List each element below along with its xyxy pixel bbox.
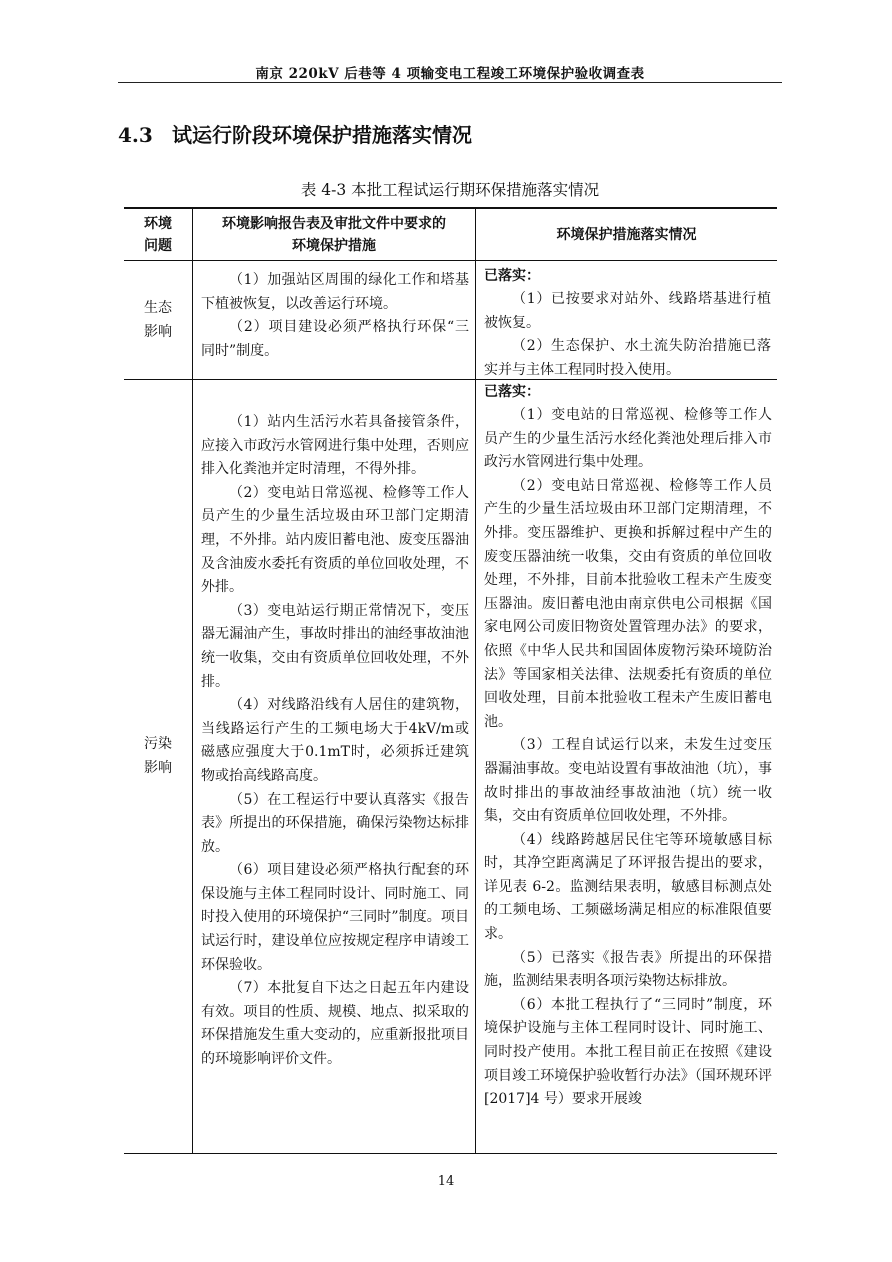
issue-line2: 影响	[144, 324, 172, 340]
implementation-item: （1）变电站的日常巡视、检修等工作人员产生的少量生活污水经化粪池处理后排入市政污水管网进行集中处理。	[484, 407, 772, 471]
requirement-item: （4）对线路沿线有人居住的建筑物，当线路运行产生的工频电场大于4kV/m或磁感应强度大于0.1mT时，必须拆迁建筑物或抬高线路高度。	[201, 697, 469, 784]
requirement-item: （6）项目建设必须严格执行配套的环保设施与主体工程同时设计、同时施工、同时投入使用的环境保护“三同时”制度。项目试运行时，建设单位应按规定程序申请竣工环保验收。	[201, 862, 469, 973]
section-title	[118, 119, 472, 148]
status-label: 已落实：	[484, 268, 540, 284]
header-requirements-line2: 环境保护措施	[292, 237, 376, 254]
table-caption: 表 4-3 本批工程试运行期环保措施落实情况	[300, 181, 600, 199]
header-issue-line2: 问题	[144, 237, 172, 254]
implementation-item: （2）生态保护、水土流失防治措施已落实并与主体工程同时投入使用。	[484, 338, 771, 378]
header-issue-line1: 环境	[144, 215, 172, 232]
header-rule	[118, 82, 782, 83]
requirement-item: （1）加强站区周围的绿化工作和塔基下植被恢复，以改善运行环境。	[201, 272, 469, 312]
implementation-item: （1）已按要求对站外、线路塔基进行植被恢复。	[484, 291, 771, 331]
implementation-item: （3）工程自试运行以来，未发生过变压器漏油事故。变电站设置有事故油池（坑），事故时排出的事故油经事故油池（坑）统一收集，交由有资质单位回收处理，不外排。	[484, 737, 772, 825]
implementation-cell	[476, 261, 777, 379]
requirement-item: （2）变电站日常巡视、检修等工作人员产生的少量生活垃圾由环卫部门定期清理，不外排。站内废旧蓄电池、废变压器油及含油废水委托有资质的单位回收处理，不外排。	[201, 484, 469, 596]
issue-cell	[124, 261, 193, 379]
measures-table	[124, 207, 777, 1154]
table-header-row	[124, 209, 777, 261]
section-number: 4.3	[118, 123, 153, 147]
header-requirements-line1: 环境影响报告表及审批文件中要求的	[222, 215, 446, 232]
requirement-item: （2）项目建设必须严格执行环保“三同时”制度。	[201, 319, 469, 359]
implementation-item: （4）线路跨越居民住宅等环境敏感目标时，其净空距离满足了环评报告提出的要求，详见表 6-2。监测结果表明，敏感目标测点处的工频电场、工频磁场满足相应的标准限值要求。	[484, 831, 772, 943]
issue-line1: 污染	[144, 736, 172, 752]
issue-cell	[124, 380, 193, 1153]
status-label: 已落实：	[484, 384, 540, 400]
running-header: 南京 220kV 后巷等 4 项输变电工程竣工环境保护验收调查表	[255, 66, 645, 82]
requirement-item: （3）变电站运行期正常情况下，变压器无漏油产生，事故时排出的油经事故油池统一收集，交由有资质单位回收处理，不外排。	[201, 602, 469, 690]
requirement-item: （7）本批复自下达之日起五年内建设有效。项目的性质、规模、地点、拟采取的环保措施发生重大变动的，应重新报批项目的环境影响评价文件。	[201, 980, 469, 1068]
requirements-cell	[193, 261, 476, 379]
table-row-ecology	[124, 261, 777, 380]
header-issue	[124, 209, 193, 260]
issue-line1: 生态	[144, 300, 172, 316]
header-implementation: 环境保护措施落实情况	[556, 226, 697, 243]
table-row-pollution	[124, 380, 777, 1153]
implementation-item: （5）已落实《报告表》所提出的环保措施，监测结果表明各项污染物达标排放。	[484, 949, 772, 990]
header-requirements	[193, 209, 476, 260]
requirement-item: （5）在工程运行中要认真落实《报告表》所提出的环保措施，确保污染物达标排放。	[201, 791, 469, 855]
page-number: 14	[437, 1174, 455, 1189]
issue-line2: 影响	[144, 760, 172, 776]
implementation-item: （6）本批工程执行了“三同时”制度，环境保护设施与主体工程同时设计、同时施工、同时投产使用。本批工程目前正在按照《建设项目竣工环境保护验收暂行办法》（国环规环评[2017]4 号）要求开展竣	[484, 996, 772, 1108]
requirements-cell	[193, 380, 476, 1153]
implementation-item: （2）变电站日常巡视、检修等工作人员产生的少量生活垃圾由环卫部门定期清理，不外排。变压器维护、更换和拆解过程中产生的废变压器油统一收集，交由有资质的单位回收处理，不外排，目前本批验收工程未产生废变压器油。废旧蓄电池由南京供电公司根据《国家电网公司废旧物资处置管理办法》的要求，依照《中华人民共和国固体废物污染环境防治法》等国家相关法律、法规委托有资质的单位回收处理，目前本批验收工程未产生废旧蓄电池。	[484, 477, 772, 730]
section-title-text: 试运行阶段环境保护措施落实情况	[172, 123, 472, 147]
implementation-cell	[476, 380, 777, 1153]
requirement-item: （1）站内生活污水若具备接管条件，应接入市政污水管网进行集中处理，否则应排入化粪池并定时清理，不得外排。	[201, 414, 469, 478]
